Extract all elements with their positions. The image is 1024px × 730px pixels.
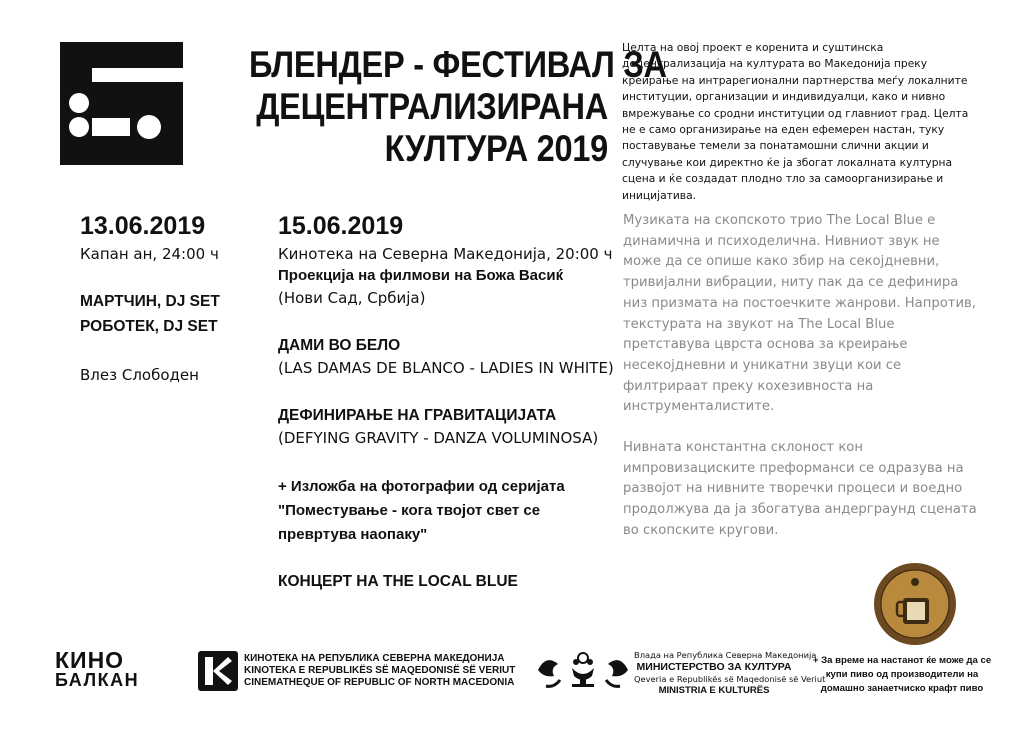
event-2 — [278, 212, 618, 593]
event-1-date: 13.06.2019 — [80, 212, 206, 240]
beer-note: + За време на настанот ќе може да се купи пиво од производители на домашно занаетчиско крафт пиво — [812, 655, 992, 694]
blender-logo-icon — [60, 42, 183, 165]
event-1-act-2: РОБОТЕК, DJ SET — [80, 318, 218, 335]
cinematheque-text — [244, 653, 515, 689]
kino-balkan-line-2: БАЛКАН — [55, 670, 140, 690]
event-1-venue: Капан ан, 24:00 ч — [80, 245, 219, 263]
cinematheque-line-2: KINOTEKA E REPUBLIKËS SË MAQEDONISË SË VERIUT — [244, 665, 516, 676]
event-1-entry: Влез Слободен — [80, 366, 199, 384]
exhibition-line-1: + Изложба на фотографии од серијата — [278, 478, 565, 495]
ministry-line-1: Влада на Република Северна Македонија — [634, 650, 817, 660]
concert-title: КОНЦЕРТ НА THE LOCAL BLUE — [278, 573, 518, 590]
cinematheque-logo-icon — [198, 651, 238, 691]
ministry-line-4: MINISTRIA E KULTURËS — [658, 685, 770, 696]
title-line-1: БЛЕНДЕР - ФЕСТИВАЛ ЗА — [248, 44, 667, 85]
film-1-title: ДАМИ ВО БЕЛО — [278, 337, 401, 354]
ministry-emblem-icon — [536, 650, 630, 692]
title-line-3: КУЛТУРА 2019 — [384, 128, 608, 169]
event-2-screening-place: (Нови Сад, Србија) — [278, 289, 426, 307]
event-2-date: 15.06.2019 — [278, 212, 404, 240]
exhibition-line-2: "Поместување - кога твојот свет се — [278, 502, 541, 519]
film-2-title: ДЕФИНИРАЊЕ НА ГРАВИТАЦИЈАТА — [278, 407, 557, 424]
ministry-text — [634, 649, 826, 697]
event-1 — [80, 212, 270, 386]
page-title — [248, 44, 667, 170]
event-1-act-1: МАРТЧИН, DJ SET — [80, 293, 220, 310]
ministry-line-3: Qeveria e Republikës së Maqedonisë së Veriut — [634, 674, 826, 684]
title-line-2: ДЕЦЕНТРАЛИЗИРАНА — [256, 86, 608, 127]
kino-balkan-logo — [55, 647, 140, 690]
film-1-subtitle: (LAS DAMAS DE BLANCO - LADIES IN WHITE) — [278, 359, 614, 377]
band-description-paragraph-1: Музиката на скопското трио The Local Blue е динамична и психоделична. Нивниот звук не може да се опише како збир на секојдневни, тривијални вибрации, ниту пак да се дефинира низ призмата на постоечките жанрови. Напротив, текстурата на звукот на The Local Blue претставува цврста основа за креирање несекојдневни и уникатни звуци кои се филтрираат преку кохезивноста на инструменталистите. — [623, 213, 976, 415]
intro-paragraph: Целта на овој проект е коренита и суштинска децентрализација на културата во Македонија преку креирање на интрарегионални партнерства меѓу локалните институции, организации и индивидуалци, како и нивно вмрежување со сродни институции од главниот град. Целта не е само организирање на еден ефемерен настан, туку поставување темели за понатамошни слични акции и случување кои директно ќе ја збогат локалната културна сцена и ќе создадат плодно тло за самоорганизирање и иницијатива. — [622, 41, 969, 202]
film-2-subtitle: (DEFYING GRAVITY - DANZA VOLUMINOSA) — [278, 429, 599, 447]
event-2-screening: Проекција на филмови на Божа Васиќ — [278, 267, 564, 284]
kino-balkan-line-1: КИНО — [55, 647, 125, 673]
craft-beer-badge-icon — [873, 562, 957, 646]
cinematheque-line-1: КИНОТЕКА НА РЕПУБЛИКА СЕВЕРНА МАКЕДОНИЈА — [244, 653, 505, 664]
band-description — [623, 211, 978, 562]
cinematheque-line-3: CINEMATHEQUE OF REPUBLIC OF NORTH MACEDONIA — [244, 677, 515, 688]
event-2-venue: Кинотека на Северна Македонија, 20:00 ч — [278, 245, 613, 263]
band-description-paragraph-2: Нивната константна склоност кон импровизациските преформанси се одразува на развојот на нивните творечки процеси и воедно продолжува да ја збогатува андерграунд сцената во скопските кругови. — [623, 440, 977, 538]
ministry-line-2: МИНИСТЕРСТВО ЗА КУЛТУРА — [636, 661, 792, 673]
exhibition-line-3: превртува наопаку" — [278, 526, 428, 543]
